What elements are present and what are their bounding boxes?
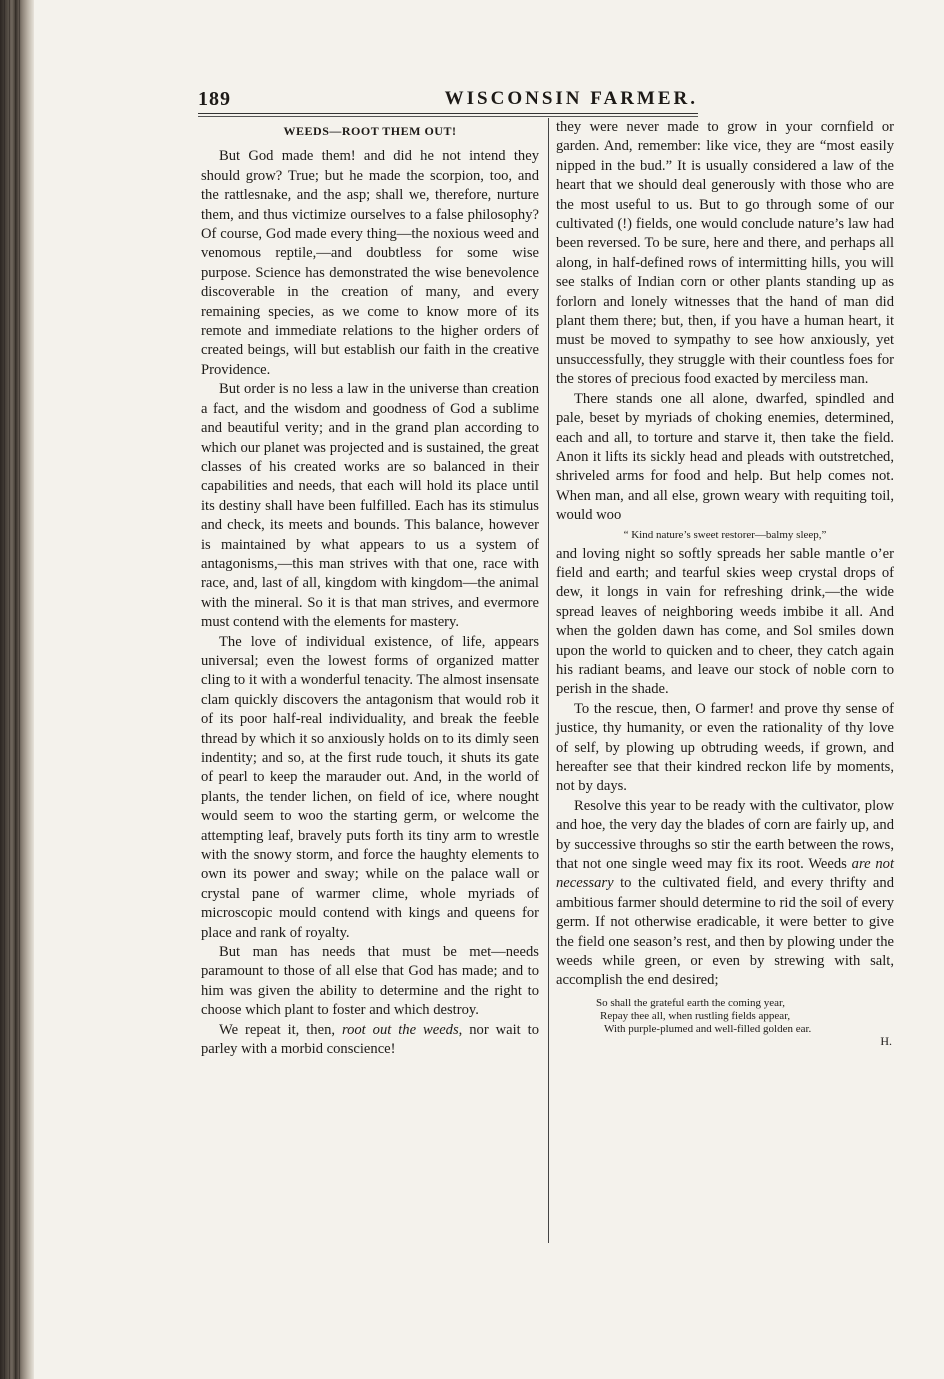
article-title: WEEDS—ROOT THEM OUT! (283, 124, 457, 138)
header-rule (198, 113, 698, 114)
paragraph (556, 797, 894, 991)
closing-paragraph (201, 1021, 539, 1060)
header-rule (198, 116, 698, 117)
text-span: We repeat it, then, (219, 1021, 342, 1038)
emphasis: are not necessary (556, 856, 894, 892)
verse-line: Repay thee all, when rustling fields appear, (600, 1009, 791, 1022)
left-column (201, 118, 539, 1060)
verse-line: So shall the grateful earth the coming year, (596, 996, 785, 1009)
paragraph: But man has needs that must be met—needs paramount to those of all else that God has made; and to him was given the ability to determine and the right to choose which plant to foster and which destroy. (201, 944, 539, 1019)
author-signature: H. (880, 1033, 892, 1048)
paragraph: But order is no less a law in the universe than creation a fact, and the wisdom and goodness of God a sublime and beautiful verity; and in the grand plan according to which our planet was projected and is sustained, the great classes of his created works are so balanced in their capabilities and needs, that each will hold its place until its destiny shall have been fulfilled. Each has its stimulus and check, its meets and bounds. This balance, however is maintained by what appears to us a system of antagonisms,—this man strives with that one, race with race, and, last of all, kingdom with kingdom—the animal with the mineral. So it is that man strives, and evermore must contend with the elements for mastery. (201, 381, 539, 631)
verse (596, 997, 894, 1036)
paragraph: and loving night so softly spreads her sable mantle o’er field and earth; and tearful skies weep crystal drops of dew, it longs in vain for refreshing drink,—the wide spread leaves of neighboring weeds imbibe it all. And when the golden dawn has come, and Sol smiles down upon the world to quicken and to cheer, they catch again his radiant beams, and leave our stock of noble corn to perish in the shade. (556, 545, 894, 698)
column-divider (548, 118, 549, 1243)
paragraph: The love of individual existence, of life, appears universal; even the lowest forms of organized matter cling to it with a wonderful tenacity. The almost insensate clam quickly discovers the antagonism that would rob it of its poor half-real individuality, and break the feeble thread by which it so anxiously holds on to its dimly seen indentity; and so, at the first rude touch, it shuts its gate of pearl to keep the marauder out. And, in the world of plants, the tender lichen, on field of ice, where nought would seem to woo the starting germ, or welcome the attempting leaf, bravely puts forth its tiny arm to wrestle with the snowy storm, and force the haughty elements to own its power and sway; while on the palace wall or crystal pane of warmer clime, whole myriads of microscopic mould contend with kings and queens for place and rank of royalty. (201, 633, 539, 941)
verse-line: With purple-plumed and well-filled golden ear. (604, 1022, 812, 1035)
text-span: to the cultivated field, and every thrifty and ambitious farmer should determine to rid the soil of every germ. If not otherwise eradicable, it were better to give the field one season’s rest, and then by plowing under the weeds while green, or even by strewing with salt, accomplish the end desired; (556, 875, 894, 989)
right-column (556, 118, 894, 1051)
paragraph: To the rescue, then, O farmer! and prove thy sense of justice, thy humanity, or even the rationality of thy love of self, by plowing up obtruding weeds, if grown, and hereafter see that their kindred reckon life by moments, not by days. (556, 700, 894, 795)
running-header (198, 88, 698, 114)
spine-line (15, 0, 16, 1379)
text-span: , nor wait to parley with a morbid conscience! (201, 1021, 540, 1058)
journal-title: WISCONSIN FARMER. (444, 88, 698, 109)
page-number: 189 (198, 88, 231, 110)
spine-line (9, 0, 10, 1379)
paragraph: There stands one all alone, dwarfed, spindled and pale, beset by myriads of choking enemies, determined, each and all, to torture and starve it, then take the field. Anon it lifts its sickly head and pleads with outstretched, shriveled arms for food and help. But help comes not. When man, and all else, grown weary with requiting toil, would woo (556, 390, 894, 524)
quotation: “ Kind nature’s sweet restorer—balmy sleep,” (623, 528, 827, 541)
spine-line (19, 0, 20, 1379)
book-spine (0, 0, 34, 1379)
paragraph: But God made them! and did he not intend they should grow? True; but he made the scorpion, too, and the rattlesnake, and the asp; shall we, therefore, nurture them, and thus victimize ourselves to a false philosophy? Of course, God made every thing—the noxious weed and venomous reptile,—and doubtless for some wise purpose. Science has demonstrated the wise benevolence discoverable in the creation of many, and every remaining species, as we come to know more of its remote and immediate relations to the higher orders of created beings, will but establish our faith in the creative Providence. (201, 148, 539, 378)
emphasis: root out the weeds (341, 1021, 459, 1038)
paragraph: they were never made to grow in your cornfield or garden. And, remember: like vice, they are “most easily nipped in the bud.” It is usually considered a law of the heart that we should deal generously with those who are the most useful to us. But to go through some of our cultivated (!) fields, one would conclude nature’s law had been reversed. To be sure, here and there, and perhaps all along, in half-defined rows of intermitting hills, you will see stalks of Indian corn or other plants standing up as forlorn and lonely witnesses that the hand of man did plant them there; but, then, if you have a human heart, it must be moved to sympathy to see how anxiously, yet unsuccessfully, they struggle with their countless foes for the stores of precious food exacted by merciless man. (556, 119, 894, 388)
spine-line (4, 0, 5, 1379)
text-span: Resolve this year to be ready with the cultivator, plow and hoe, the very day the blades of corn are fairly up, and by successive throughs so stir the earth between the rows, that not one single weed may fix its root. Weeds (556, 797, 894, 873)
